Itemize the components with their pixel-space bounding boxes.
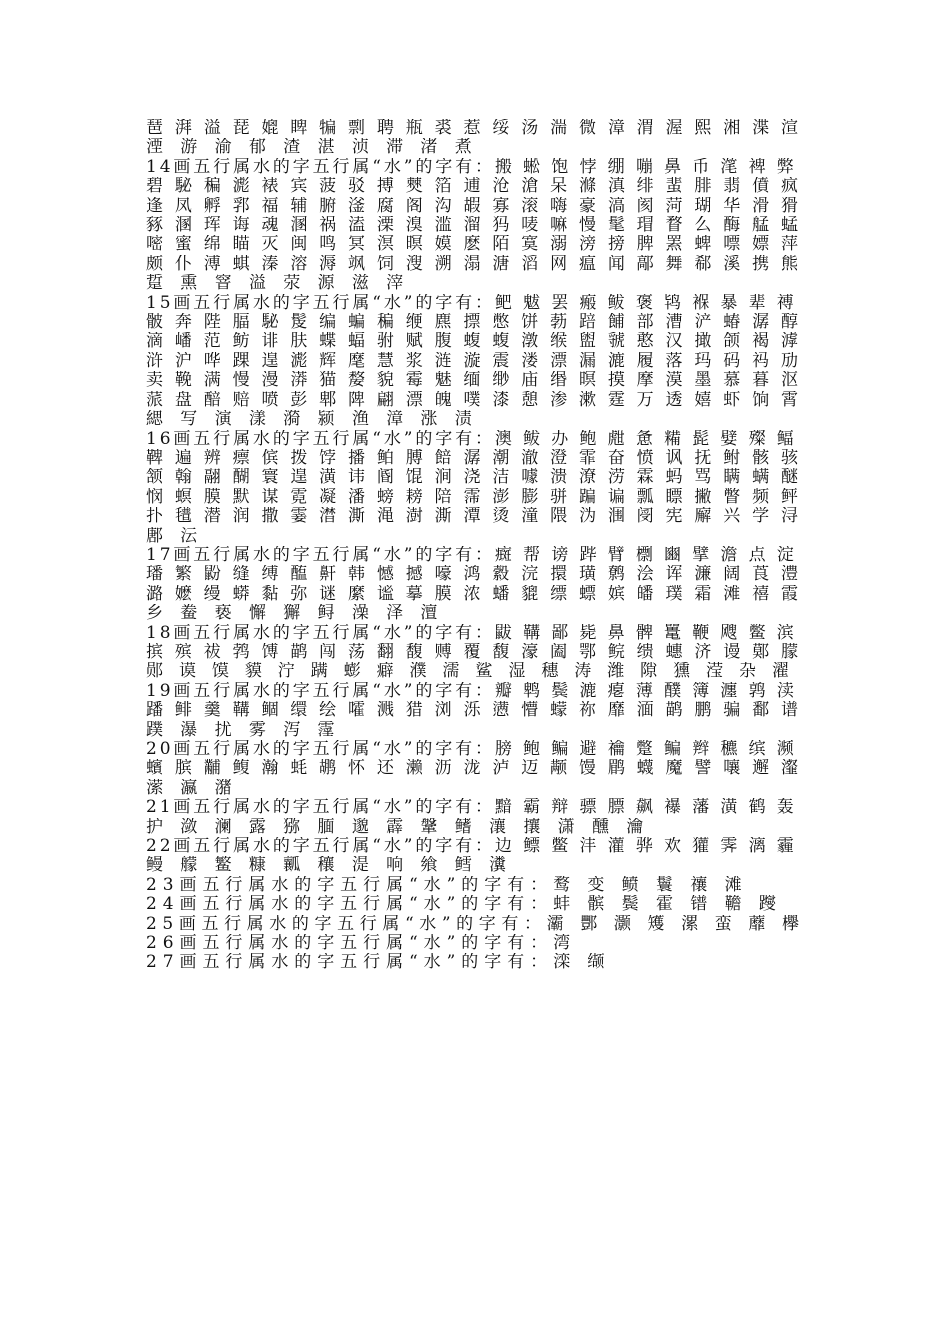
- text-line: 浒 沪 哗 踝 遑 滮 辉 麾 慧 浆 涟 漩 震 溇 漂 漏 漉 履 落 玛 码 祃 劢: [146, 351, 802, 371]
- text-line: 鳗 艨 鳘 糠 瓤 穰 湜 响 飨 鳕 瀵: [146, 856, 512, 876]
- text-line: 22画五行属水的字五行属“水”的字有：边 鳔 鳖 沣 灌 骅 欢 獾 霁 漓 霾: [146, 837, 797, 857]
- text-line: 27画五行属水的字五行属“水”的字有：滦 缬: [146, 953, 611, 973]
- text-line: 26画五行属水的字五行属“水”的字有：湾: [146, 934, 577, 954]
- text-line: 扑 氆 潜 润 撒 霎 澘 澌 渑 澍 澌 潭 烫 潼 隈 沩 涠 阌 宪 廨 兴 学 浔: [146, 507, 802, 527]
- text-line: 潆 瀛 潴: [146, 778, 238, 798]
- text-line: 15画五行属水的字五行属“水”的字有：鲃 魃 罢 瘢 鲅 褒 鸨 褓 暴 辈 禣: [146, 293, 797, 313]
- document-page: [146, 119, 806, 973]
- text-line: 14画五行属水的字五行属“水”的字有：搬 蜙 饱 悖 绷 嘣 鼻 币 滗 裨 弊: [146, 157, 797, 177]
- text-line: 郧 谟 馍 貘 泞 蹒 蟛 癖 濮 濡 鲨 湿 穗 涛 潍 隙 獯 滢 杂 濯: [146, 662, 795, 682]
- text-line: 卖 鞔 满 慢 漫 漭 猫 嫠 貌 霉 魅 缅 缈 庙 缗 暝 摸 摩 漠 墨 慕 暮 沤: [146, 371, 802, 391]
- text-line: 蒎 盘 醅 赔 喷 彭 郫 陴 翩 漂 魄 噗 漆 憩 渗 漱 霆 万 透 嬉 虾 饷 霄: [146, 390, 802, 410]
- text-line: 17画五行属水的字五行属“水”的字有：癍 帮 谤 跸 臂 檦 豳 擘 澹 点 淀: [146, 545, 797, 565]
- text-line: 摈 殡 祓 鹁 馎 鹋 闯 荡 翻 馥 赙 覆 馥 濠 阖 鄂 鲩 缋 蟪 济 谩 鄚 朦: [146, 642, 802, 662]
- text-line: 颔 翰 翮 醐 寰 遑 潢 讳 阍 馄 涧 浇 洁 噱 溃 潦 涝 霖 蚂 骂 瞒 螨 醚: [146, 468, 802, 488]
- text-line: 19画五行属水的字五行属“水”的字有：瓣 鹎 鬓 漉 瘪 薄 醭 簿 瀍 鹑 渎: [146, 681, 797, 701]
- text-line: 鞞 遍 辨 瘭 傧 拨 饽 播 鲌 膊 餢 潺 潮 澈 澄 霏 奋 愤 讽 抚 鲋 骸 骇: [146, 448, 802, 468]
- text-line: 潞 嬷 缦 蟒 黏 弥 谜 縻 谧 摹 膜 浓 蟠 貔 缥 螵 嫔 皤 璞 霜 滩 禧 霞: [146, 584, 802, 604]
- text-line: 湮 游 渝 郁 渣 湛 浈 滞 渚 煮: [146, 138, 478, 158]
- text-line: 16画五行属水的字五行属“水”的字有：澳 鲅 办 鲍 甝 惫 糒 髭 嬖 殩 鲾: [146, 429, 797, 449]
- text-line: 緦 写 演 漾 漪 颍 渔 漳 涨 渍: [146, 410, 478, 430]
- text-line: 蠙 膑 黼 鳆 瀚 蚝 鹕 怀 还 濑 沥 泷 泸 迈 颟 馒 鹛 蠛 魔 譬 嚷 邂 瀣: [146, 759, 802, 779]
- text-line: 乡 鲞 亵 懈 獬 鲟 澡 泽 澶: [146, 604, 444, 624]
- text-line: 踅 熏 窨 溢 荥 源 滋 滓: [146, 274, 410, 294]
- text-line: 18画五行属水的字五行属“水”的字有：鼥 鞲 鄙 毙 鼻 髀 鼍 鞭 飕 鳖 滨: [146, 623, 797, 643]
- text-line: 护 潋 澜 露 猕 腼 邈 霹 鞶 鳍 瀼 攘 潇 醺 瀹: [146, 817, 650, 837]
- text-line: 滴 嶓 范 鲂 诽 肤 蝶 蝠 驸 赋 腹 蝮 蝮 潡 缑 盥 虢 憨 汉 撖 颌 褐 滹: [146, 332, 802, 352]
- text-line: 悯 螟 膜 默 谋 霓 凝 潘 螃 耪 陪 霈 澎 膨 骈 蹁 谝 瓢 瞟 撇 瞥 频 鲆: [146, 487, 802, 507]
- text-line: 璠 繁 鼢 缝 缚 醢 鼾 韩 憾 撼 嚎 鸿 縠 浣 擐 璜 鹩 浍 诨 濂 阔 莨 澧: [146, 565, 802, 585]
- text-line: 骳 奔 陛 腷 駜 髲 编 蝙 稨 缏 麃 摽 憋 饼 葧 踣 餔 部 漕 浐 蝽 潺 醇: [146, 313, 802, 333]
- text-line: 21画五行属水的字五行属“水”的字有：黯 霸 辩 骠 膘 飙 襮 藩 潢 鹤 轰: [146, 798, 797, 818]
- text-line: 24画五行属水的字五行属“水”的字有：蚌 髌 鬓 霍 镨 韂 躞: [146, 895, 782, 915]
- text-line: 23画五行属水的字五行属“水”的字有：鹜 变 鲼 鬟 禳 滩: [146, 875, 748, 895]
- text-line: 颇 仆 溥 蜞 溱 溶 溽 飒 饲 溲 溯 溻 溏 滔 网 瘟 闻 鄗 舞 郗 溪 携 熊: [146, 254, 802, 274]
- text-line: 豩 溷 珲 诲 魂 溷 祸 溘 溧 溴 滥 溜 犸 唛 嘛 慢 髦 瑁 瞀 么 酶 艋 蜢: [146, 216, 802, 236]
- text-line: 20画五行属水的字五行属“水”的字有：膀 鲍 鳊 避 禴 蹩 鳊 辫 穮 缤 濒: [146, 740, 797, 759]
- text-line: 25画五行属水的字五行属“水”的字有：灞 酆 灏 矱 漯 蛮 蘼 欅: [146, 914, 805, 934]
- text-line: 鄌 沄: [146, 526, 204, 546]
- text-line: 蹯 鲱 羹 鞲 鲴 缳 绘 嚯 溅 猎 浏 泺 懑 懵 蠓 祢 靡 湎 鹋 鹏 骗 鄱 谱: [146, 701, 802, 721]
- text-line: 嘧 蜜 绵 瞄 灭 闽 鸣 冥 溟 暝 嫫 麽 陌 寞 溺 滂 搒 脾 罴 蜱 嘌 嫖 萍: [146, 235, 802, 255]
- text-line: 碧 駜 稨 滮 裱 宾 菠 驳 搏 僰 箔 逋 沧 滄 呆 滌 滇 绯 蜚 腓 翡 僨 疯: [146, 177, 802, 197]
- text-line: 琶 湃 溢 琵 媲 睥 犏 剽 聘 瓶 裘 惹 绥 汤 湍 微 漳 渭 渥 熙 湘 渫 渲: [146, 119, 802, 138]
- text-line: 逢 凤 孵 郛 福 辅 腑 滏 腐 阁 沟 嘏 寡 滚 嗨 豪 滈 阂 菏 瑚 华 滑 猾: [146, 196, 802, 216]
- text-line: 蹼 瀑 扰 雾 泻 霪: [146, 720, 341, 740]
